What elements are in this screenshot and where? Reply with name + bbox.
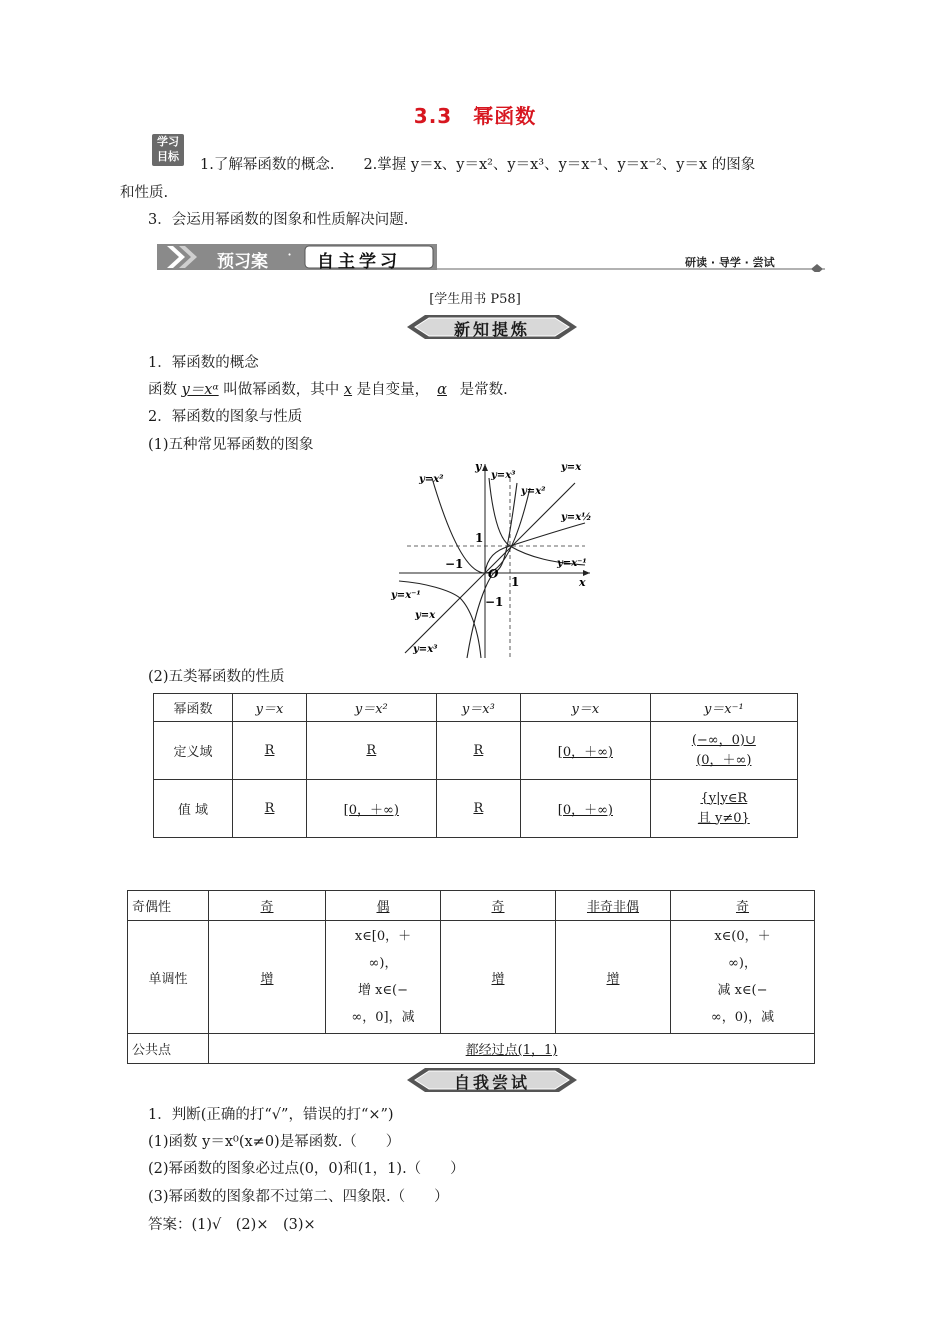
table-cell: y＝x⁻¹ <box>650 694 797 722</box>
graph-x-axis-label: x <box>579 576 586 589</box>
table-cell: y＝x <box>233 694 307 722</box>
table-cell: 幂函数 <box>154 694 233 722</box>
curve-label-x-bottom: y=x <box>415 610 436 621</box>
table-cell: R <box>436 780 520 838</box>
table-cell: x∈[0，＋ ∞)， 增 x∈(− ∞，0]，减 <box>326 921 441 1034</box>
properties-table-1 <box>153 693 798 838</box>
quiz-item-2: (2)幂函数的图象必过点(0，0)和(1，1).（ ） <box>148 1161 465 1177</box>
page-title: 3.3 幂函数 <box>413 104 537 128</box>
section-pill-self-try <box>407 1066 577 1092</box>
concept-text-d: 是常数. <box>454 382 508 398</box>
graph-one-y-label: 1 <box>475 531 484 545</box>
curve-label-inv-right: y=x⁻¹ <box>557 558 587 569</box>
banner-left-label: 预习案 <box>217 252 268 272</box>
table-cell: 奇 <box>441 891 556 921</box>
table2-parity-row <box>128 891 815 921</box>
graph-one-x-label: 1 <box>511 575 520 589</box>
section-pill-label: 自我尝试 <box>453 1073 530 1092</box>
table-cell: 奇 <box>209 891 326 921</box>
concept-text-a: 函数 <box>148 382 182 398</box>
table-cell: y＝x³ <box>436 694 520 722</box>
curve-label-half: y=x½ <box>561 512 592 523</box>
table-cell: 增 <box>556 921 671 1034</box>
table2-common-row <box>128 1034 815 1064</box>
concept-text-b: 叫做幂函数，其中 <box>218 382 344 398</box>
table-cell: R <box>436 722 520 780</box>
table-cell: 奇 <box>671 891 815 921</box>
quiz-question: 1．判断(正确的打“√”，错误的打“×”) <box>148 1107 394 1123</box>
quiz-answer: 答案：(1)√ (2)× (3)× <box>148 1217 316 1233</box>
curve-label-x: y=x <box>561 462 582 473</box>
table-cell <box>209 1034 815 1064</box>
table-cell: 增 <box>441 921 556 1034</box>
table-cell: R <box>307 722 437 780</box>
common-point-text: 都经过点(1，1) <box>465 1043 558 1058</box>
table-cell: (−∞，0)∪ (0，＋∞) <box>650 722 797 780</box>
concept-formula: y＝xᵅ <box>181 382 219 398</box>
table-cell: 值 域 <box>154 780 233 838</box>
table1-domain-row <box>154 722 798 780</box>
table-cell: y＝x² <box>307 694 437 722</box>
quiz-item-3: (3)幂函数的图象都不过第二、四象限.（ ） <box>148 1189 449 1205</box>
curve-label-x3-bottom: y=x³ <box>413 644 438 655</box>
curve-label-x2-right: y=x² <box>521 486 546 497</box>
table2-mono-row <box>128 921 815 1034</box>
concept-heading-text: 1．幂函数的概念 <box>148 355 259 371</box>
concept-definition <box>148 378 508 399</box>
table-cell: 奇偶性 <box>128 891 209 921</box>
table-cell: y＝x <box>521 694 651 722</box>
curve-label-x2-left: y=x² <box>419 474 444 485</box>
table-cell: R <box>233 722 307 780</box>
section-pill-label: 新知提炼 <box>453 320 530 339</box>
table-cell: 定义域 <box>154 722 233 780</box>
graph-svg <box>385 458 600 663</box>
goal-line-3: 3．会运用幂函数的图象和性质解决问题. <box>148 212 409 228</box>
graph-y-axis-label: y <box>475 460 482 473</box>
learning-goals-badge: 学习 目标 <box>152 134 184 166</box>
curve-label-x3-top: y=x³ <box>491 470 516 481</box>
table-cell: 增 <box>209 921 326 1034</box>
graph-subheading: (1)五种常见幂函数的图象 <box>148 437 314 453</box>
table-cell: 公共点 <box>128 1034 209 1064</box>
banner-tag: 研读 · 导学 · 尝试 <box>685 256 775 269</box>
table-cell: [0，＋∞) <box>521 722 651 780</box>
table-cell: {y|y∈R 且 y≠0} <box>650 780 797 838</box>
table-cell: R <box>233 780 307 838</box>
table-cell: [0，＋∞) <box>521 780 651 838</box>
table-cell: 单调性 <box>128 921 209 1034</box>
graph-neg-one-y-label: −1 <box>485 595 504 609</box>
concept-alpha: α <box>437 382 447 398</box>
goal-line-1: 1.了解幂函数的概念. 2.掌握 y＝x、y＝x²、y＝x³、y＝x⁻¹、y＝x⁻²、y＝x 的图象 <box>200 157 756 173</box>
table-cell: 偶 <box>326 891 441 921</box>
table-cell: [0，＋∞) <box>307 780 437 838</box>
table-cell: x∈(0，＋ ∞)， 减 x∈(− ∞，0)，减 <box>671 921 815 1034</box>
graph-neg-one-x-label: −1 <box>445 557 464 571</box>
table1-header-row <box>154 694 798 722</box>
section-pill-new-knowledge <box>407 313 577 339</box>
graph-heading: 2．幂函数的图象与性质 <box>148 409 303 425</box>
banner-dot: · <box>287 245 293 264</box>
power-function-graph <box>385 458 600 663</box>
section-banner <box>157 242 827 272</box>
props-heading: (2)五类幂函数的性质 <box>148 669 285 685</box>
banner-right-label: 自主学习 <box>317 252 401 272</box>
properties-table-2 <box>127 890 815 1064</box>
table1-range-row <box>154 780 798 838</box>
quiz-item-1: (1)函数 y＝x⁰(x≠0)是幂函数.（ ） <box>148 1134 401 1150</box>
graph-origin-label: O <box>488 567 499 581</box>
table-cell: 非奇非偶 <box>556 891 671 921</box>
goal-line-2: 和性质. <box>120 185 169 201</box>
concept-text-c: 是自变量， <box>352 382 430 398</box>
curve-label-inv-left: y=x⁻¹ <box>391 590 421 601</box>
concept-variable: x <box>343 382 353 398</box>
book-reference: [学生用书 P58] <box>429 292 521 307</box>
